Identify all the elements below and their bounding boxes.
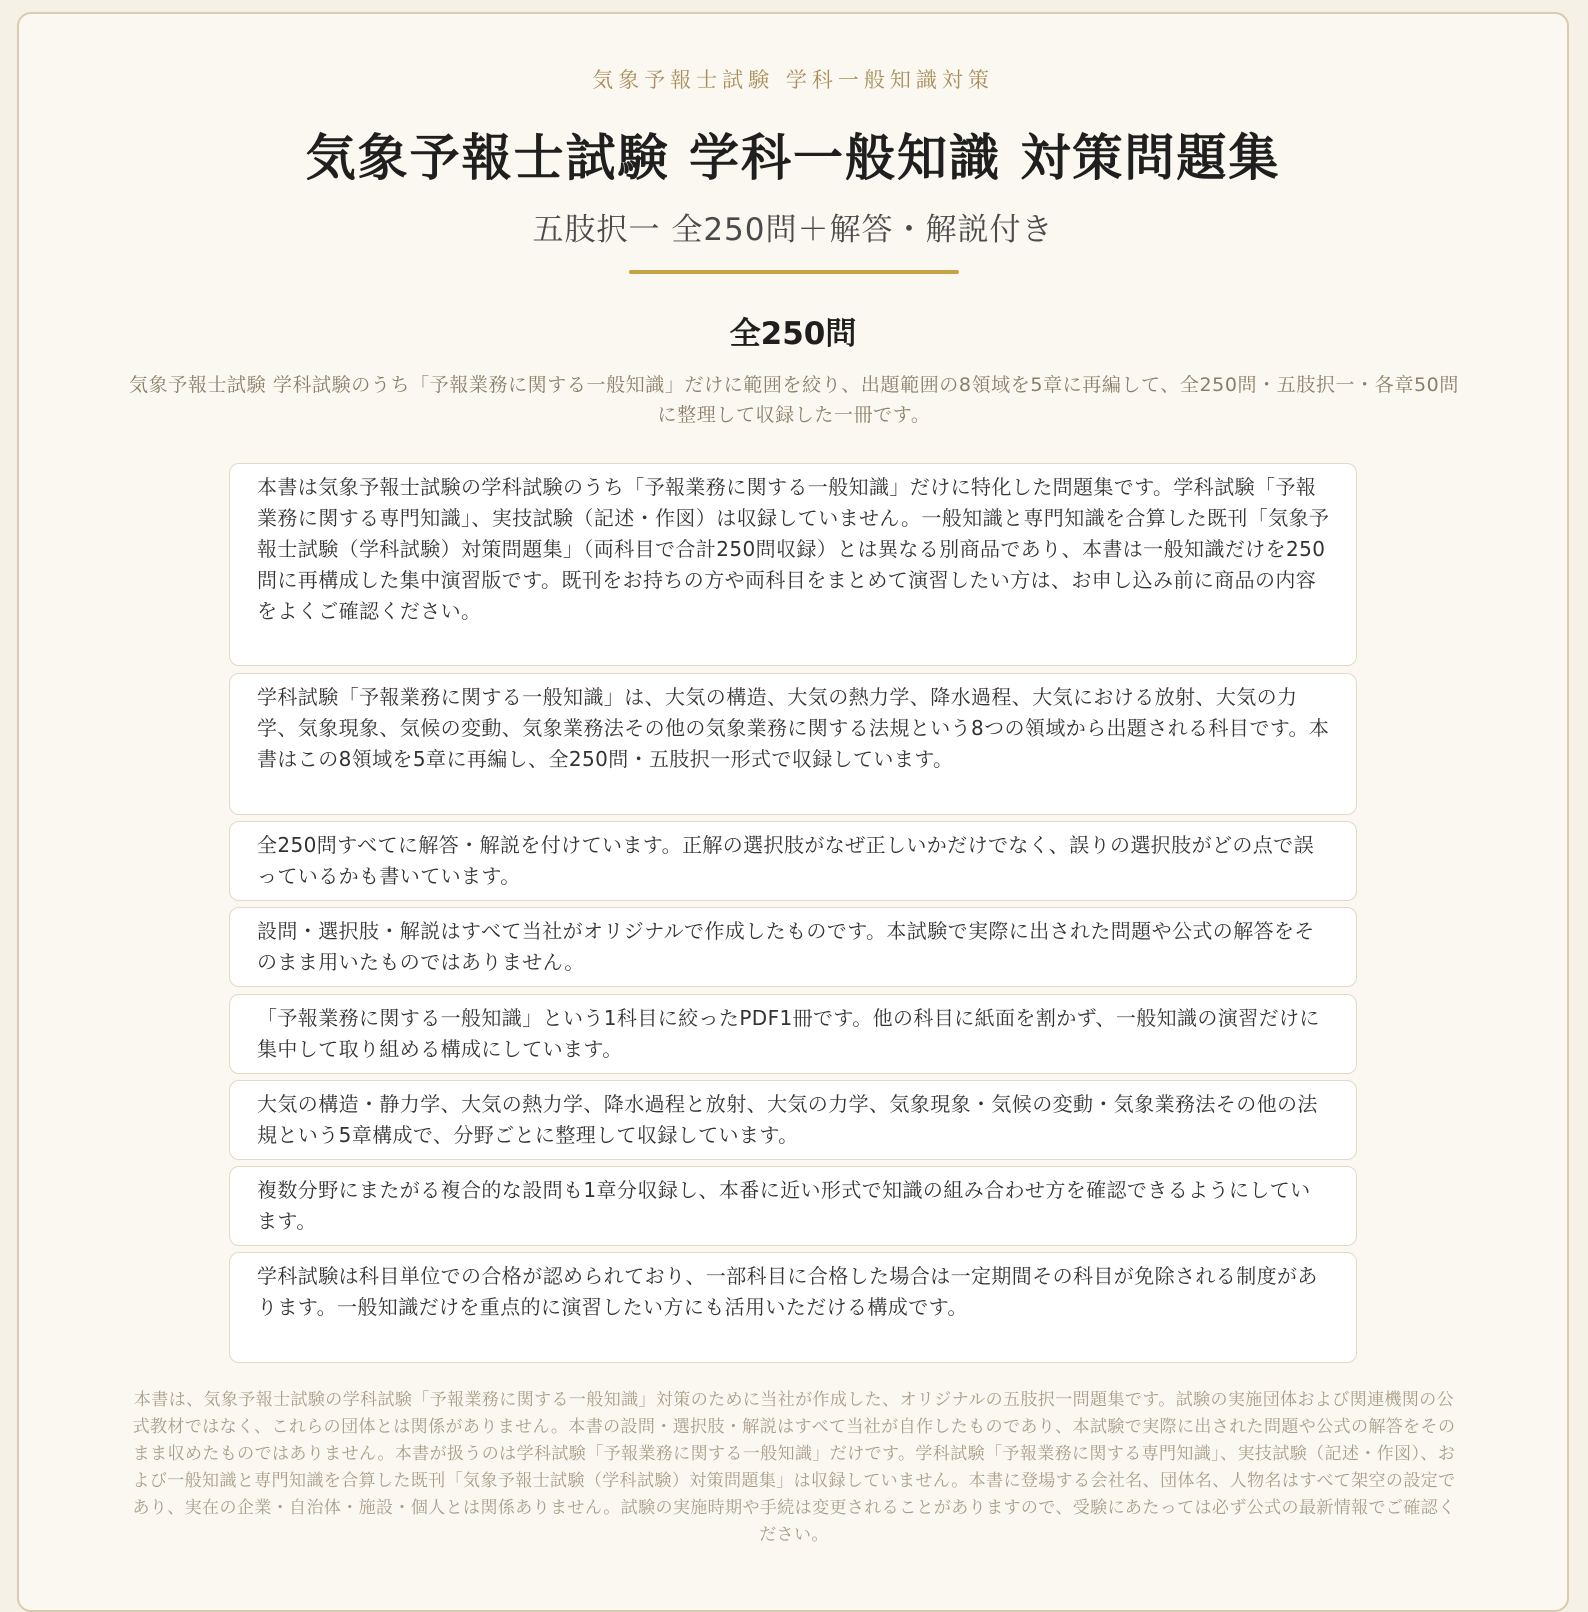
feature-card: 本書は気象予報士試験の学科試験のうち「予報業務に関する一般知識」だけに特化した問題集です。学科試験「予報業務に関する専門知識」、実技試験（記述・作図）は収録していません。一般知識と専門知識を合算した既刊「気象予報士試験（学科試験）対策問題集」（両科目で合計250問収録）とは異なる別商品であり、本書は一般知識だけを250問に再構成した集中演習版です。既刊をお持ちの方や両科目をまとめて演習したい方は、お申し込み前に商品の内容をよくご確認ください。: [229, 463, 1357, 666]
feature-card: 大気の構造・静力学、大気の熱力学、降水過程と放射、大気の力学、気象現象・気候の変動・気象業務法その他の法規という5章構成で、分野ごとに整理して収録しています。: [229, 1080, 1357, 1160]
feature-card: 複数分野にまたがる複合的な設問も1章分収録し、本番に近い形式で知識の組み合わせ方を確認できるようにしています。: [229, 1166, 1357, 1246]
feature-card: 全250問すべてに解答・解説を付けています。正解の選択肢がなぜ正しいかだけでなく、誤りの選択肢がどの点で誤っているかも書いています。: [229, 821, 1357, 901]
feature-card: 学科試験は科目単位での合格が認められており、一部科目に合格した場合は一定期間その科目が免除される制度があります。一般知識だけを重点的に演習したい方にも活用いただける構成です。: [229, 1252, 1357, 1363]
feature-card: 設問・選択肢・解説はすべて当社がオリジナルで作成したものです。本試験で実際に出された問題や公式の解答をそのまま用いたものではありません。: [229, 907, 1357, 987]
series-kicker: 気象予報士試験 学科一般知識対策: [592, 68, 994, 92]
feature-card: 学科試験「予報業務に関する一般知識」は、大気の構造、大気の熱力学、降水過程、大気における放射、大気の力学、気象現象、気候の変動、気象業務法その他の気象業務に関する法規という8つの領域から出題される科目です。本書はこの8領域を5章に再編し、全250問・五肢択一形式で収録しています。: [229, 673, 1357, 815]
disclaimer-text: 本書は、気象予報士試験の学科試験「予報業務に関する一般知識」対策のために当社が作成した、オリジナルの五肢択一問題集です。試験の実施団体および関連機関の公式教材ではなく、これらの団体とは関係がありません。本書の設問・選択肢・解説はすべて当社が自作したものであり、本試験で実際に出された問題や公式の解答をそのまま収めたものではありません。本書が扱うのは学科試験「予報業務に関する一般知識」だけです。学科試験「予報業務に関する専門知識」、実技試験（記述・作図）、および一般知識と専門知識を合算した既刊「気象予報士試験（学科試験）対策問題集」は収録していません。本書に登場する会社名、団体名、人物名はすべて架空の設定であり、実在の企業・自治体・施設・個人とは関係ありません。試験の実施時期や手続は変更されることがありますので、受験にあたっては必ず公式の最新情報でご確認ください。: [132, 1390, 1456, 1545]
page-title: 気象予報士試験 学科一般知識 対策問題集: [305, 129, 1281, 187]
accent-divider: [629, 270, 959, 274]
product-page: [17, 12, 1569, 1612]
feature-card: 「予報業務に関する一般知識」という1科目に絞ったPDF1冊です。他の科目に紙面を割かず、一般知識の演習だけに集中して取り組める構成にしています。: [229, 994, 1357, 1074]
page-subtitle: 五肢択一 全250問＋解答・解説付き: [532, 212, 1054, 248]
intro-text: 気象予報士試験 学科試験のうち「予報業務に関する一般知識」だけに範囲を絞り、出題範囲の8領域を5章に再編して、全250問・五肢択一・各章50問に整理して収録した一冊です。: [129, 374, 1459, 426]
question-count-heading: 全250問: [729, 316, 857, 352]
